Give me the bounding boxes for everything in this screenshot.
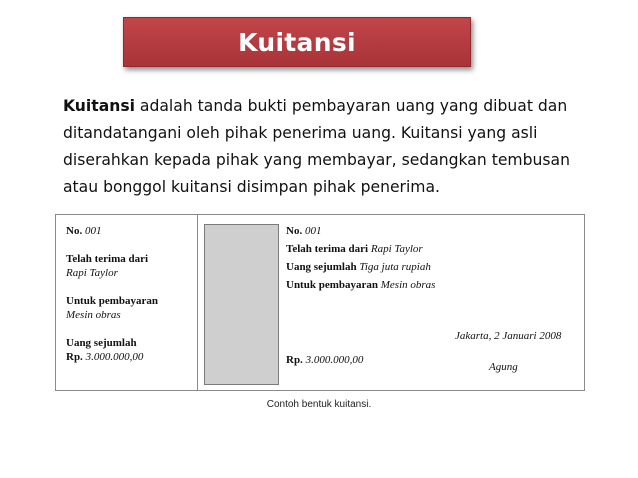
stub-number xyxy=(66,225,101,238)
title-banner xyxy=(123,17,471,67)
stub-number-value: 001 xyxy=(84,225,102,237)
intro-term: Kuitansi xyxy=(63,97,135,115)
main-purpose xyxy=(286,279,435,292)
main-received xyxy=(286,243,423,256)
main-amount-words xyxy=(286,261,431,274)
stamp-placeholder xyxy=(204,224,279,385)
main-purpose-label: Untuk pembayaran xyxy=(286,279,378,291)
main-rp xyxy=(286,354,363,367)
receipt-example xyxy=(55,214,585,391)
stub-received-label: Telah terima dari xyxy=(66,253,149,265)
stub-amount-label: Uang sejumlah xyxy=(66,337,137,349)
main-received-label: Telah terima dari xyxy=(286,243,369,255)
main-number-value: 001 xyxy=(304,225,322,237)
main-amount-value: Tiga juta rupiah xyxy=(359,261,431,273)
main-place-date: Jakarta, 2 Januari 2008 xyxy=(455,330,562,342)
intro-text: adalah tanda bukti pembayaran uang yang dibuat dan ditandatangani oleh pihak penerima uang. Kuitansi yang asli diserahkan kepada pihak yang membayar, sedangkan tembusan atau bonggol kuitansi disimpan pihak penerima. xyxy=(63,97,570,196)
stub-rp-label: Rp. xyxy=(66,351,83,363)
main-rp-label: Rp. xyxy=(286,354,303,366)
main-purpose-value: Mesin obras xyxy=(380,279,436,291)
intro-paragraph xyxy=(63,93,603,201)
stub-purpose-value: Mesin obras xyxy=(66,309,121,321)
figure-caption: Contoh bentuk kuitansi. xyxy=(266,399,372,410)
stub-number-label: No. xyxy=(66,225,83,237)
main-number-label: No. xyxy=(286,225,303,237)
receipt-stub xyxy=(56,215,198,390)
main-number xyxy=(286,225,321,238)
main-amount-label: Uang sejumlah xyxy=(286,261,357,273)
stub-rp xyxy=(66,351,143,364)
page-title: Kuitansi xyxy=(238,27,356,57)
receipt-main xyxy=(198,215,584,390)
main-received-value: Rapi Taylor xyxy=(370,243,423,255)
main-signatory: Agung xyxy=(489,361,518,373)
main-rp-value: 3.000.000,00 xyxy=(305,354,364,366)
stub-received-value: Rapi Taylor xyxy=(66,267,118,279)
stub-rp-value: 3.000.000,00 xyxy=(85,351,144,363)
stub-purpose-label: Untuk pembayaran xyxy=(66,295,158,307)
